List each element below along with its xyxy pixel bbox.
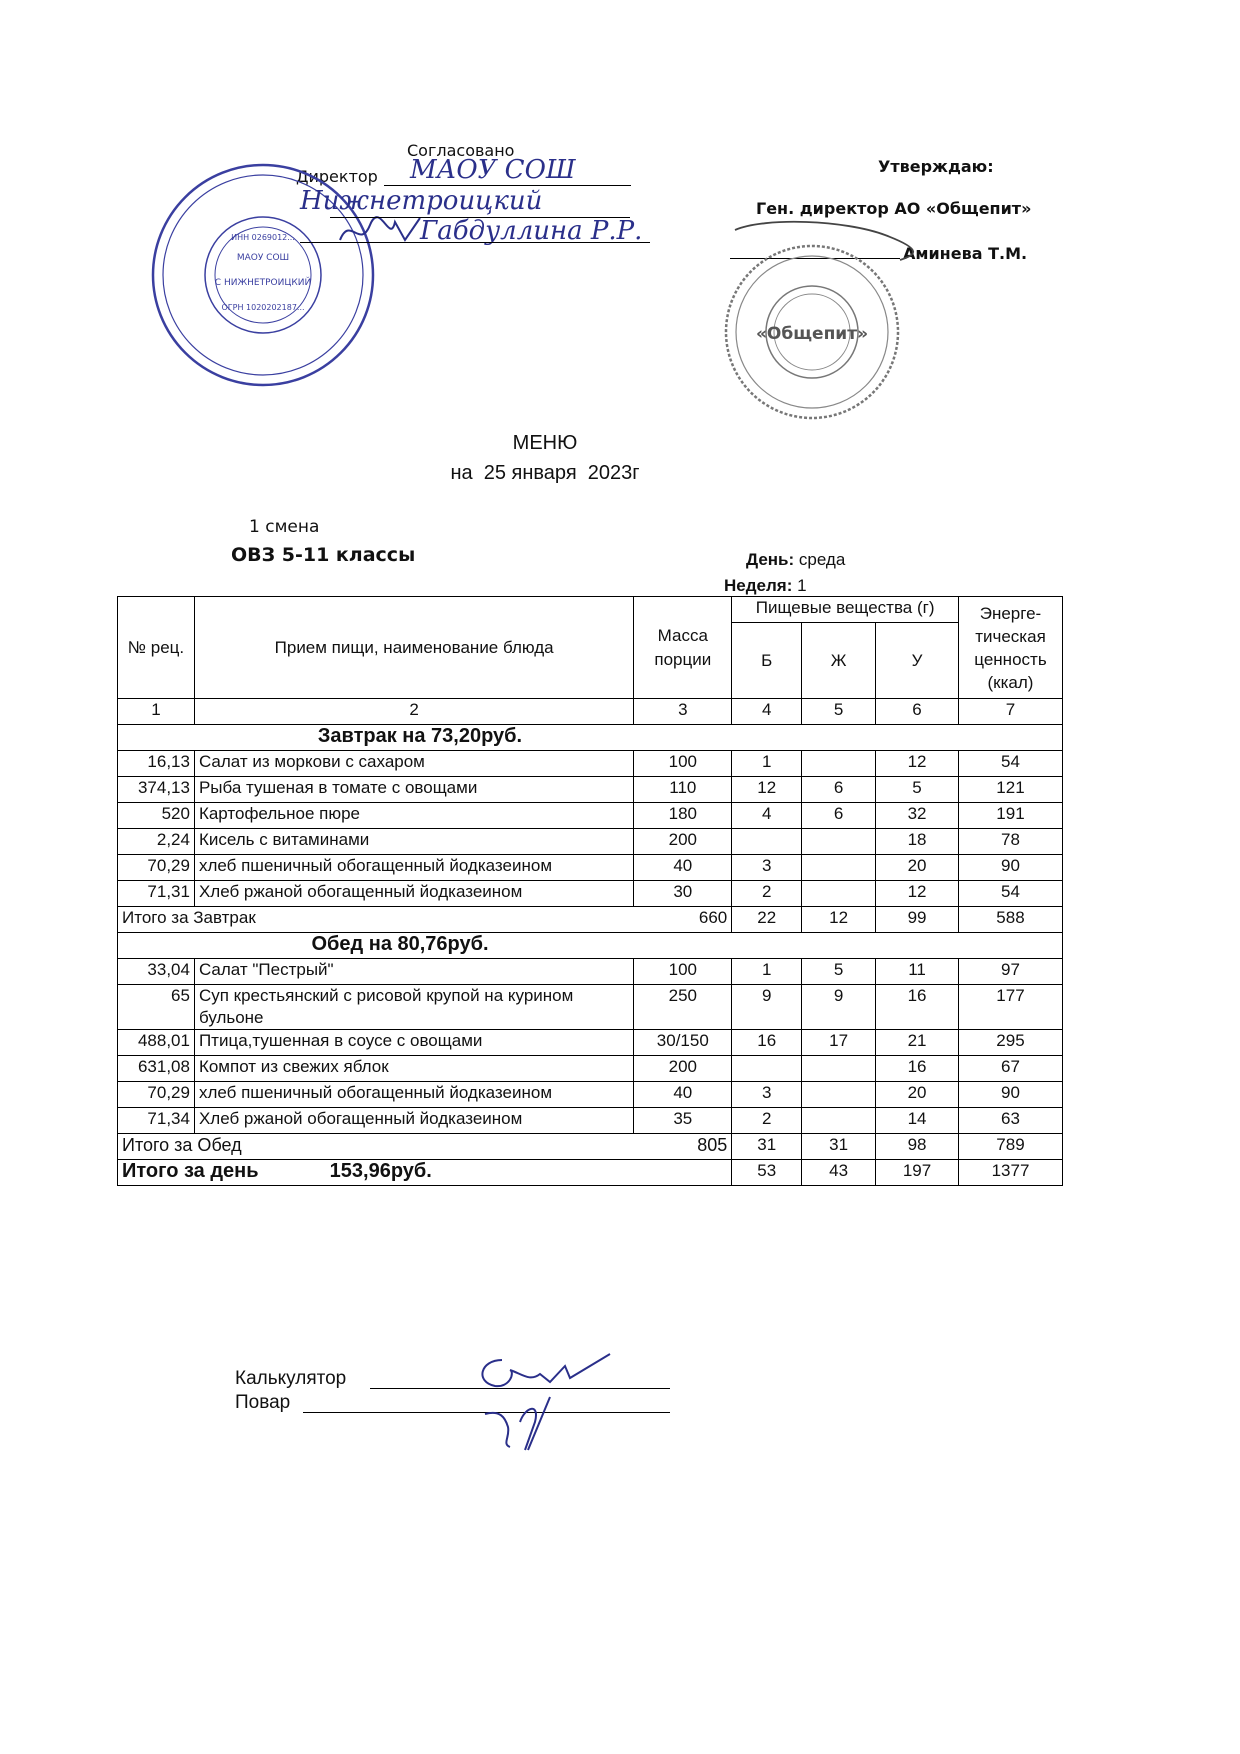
day-total-cell: [118, 1160, 732, 1186]
dish-name: Птица,тушенная в соусе с овощами: [194, 1030, 633, 1056]
calculator-signature: [470, 1352, 620, 1394]
director-line-3: [300, 242, 650, 243]
dish-name: хлеб пшеничный обогащенный йодказеином: [194, 855, 633, 881]
breakfast-total-b: 22: [732, 907, 802, 933]
energy-value: 295: [958, 1030, 1062, 1056]
dish-name: Салат "Пестрый": [194, 959, 633, 985]
breakfast-total-mass: 660: [634, 907, 732, 933]
col-header-b: Б: [732, 623, 802, 699]
day-total-row: [118, 1160, 1063, 1186]
breakfast-total-label: Итого за Завтрак: [118, 907, 634, 933]
table-row: [118, 881, 1063, 907]
table-row: [118, 1082, 1063, 1108]
carbs-value: 11: [876, 959, 959, 985]
week-label: Неделя:: [724, 576, 793, 595]
table-row: [118, 1030, 1063, 1056]
dish-name: Хлеб ржаной обогащенный йодказеином: [194, 1108, 633, 1134]
gen-director-name: Аминева Т.М.: [903, 244, 1028, 263]
table-row: [118, 855, 1063, 881]
fat-value: 6: [802, 777, 876, 803]
table-row: [118, 777, 1063, 803]
dish-name: Суп крестьянский с рисовой крупой на курином бульоне: [194, 985, 633, 1030]
gen-director-label: Ген. директор АО «Общепит»: [756, 199, 1032, 218]
lunch-total-u: 98: [876, 1134, 959, 1160]
lunch-total-kcal: 789: [958, 1134, 1062, 1160]
portion-mass: 200: [634, 829, 732, 855]
fat-value: [802, 855, 876, 881]
dish-name: Салат из моркови с сахаром: [194, 751, 633, 777]
day-label: День:: [746, 550, 795, 569]
section-row-lunch: [118, 933, 1063, 959]
col-num-7: 7: [958, 699, 1062, 725]
portion-mass: 100: [634, 959, 732, 985]
week-info: [724, 576, 807, 596]
protein-value: [732, 829, 802, 855]
cook-signature: [480, 1392, 570, 1452]
protein-value: 16: [732, 1030, 802, 1056]
recipe-number: 71,31: [118, 881, 195, 907]
energy-value: 191: [958, 803, 1062, 829]
stamp-line-3: ИНН 0269012...: [231, 233, 295, 242]
protein-value: [732, 1056, 802, 1082]
recipe-number: 374,13: [118, 777, 195, 803]
lunch-total-row: [118, 1134, 1063, 1160]
column-number-row: [118, 699, 1063, 725]
recipe-number: 33,04: [118, 959, 195, 985]
carbs-value: 18: [876, 829, 959, 855]
col-header-num: № рец.: [118, 597, 195, 699]
breakfast-total-zh: 12: [802, 907, 876, 933]
fat-value: [802, 1056, 876, 1082]
carbs-value: 16: [876, 1056, 959, 1082]
menu-table: [117, 596, 1063, 1186]
fat-value: [802, 829, 876, 855]
gen-director-signature: [725, 215, 925, 265]
energy-value: 97: [958, 959, 1062, 985]
menu-title: МЕНЮ: [512, 432, 578, 454]
energy-value: 67: [958, 1056, 1062, 1082]
day-total-label: Итого за день: [122, 1160, 259, 1182]
company-stamp: [712, 240, 912, 420]
col-num-6: 6: [876, 699, 959, 725]
table-row: [118, 1108, 1063, 1134]
fat-value: 6: [802, 803, 876, 829]
recipe-number: 631,08: [118, 1056, 195, 1082]
lunch-total-label: Итого за Обед: [118, 1134, 634, 1160]
portion-mass: 40: [634, 1082, 732, 1108]
day-info: [746, 550, 845, 570]
protein-value: 12: [732, 777, 802, 803]
menu-date: на 25 января 2023г: [450, 462, 640, 484]
portion-mass: 40: [634, 855, 732, 881]
day-total-kcal: 1377: [958, 1160, 1062, 1186]
protein-value: 3: [732, 1082, 802, 1108]
protein-value: 2: [732, 1108, 802, 1134]
week-value: 1: [797, 576, 807, 595]
col-num-4: 4: [732, 699, 802, 725]
col-header-zh: Ж: [802, 623, 876, 699]
fat-value: 5: [802, 959, 876, 985]
recipe-number: 70,29: [118, 855, 195, 881]
dish-name: Картофельное пюре: [194, 803, 633, 829]
col-num-1: 1: [118, 699, 195, 725]
lunch-total-zh: 31: [802, 1134, 876, 1160]
portion-mass: 100: [634, 751, 732, 777]
recipe-number: 65: [118, 985, 195, 1030]
protein-value: 4: [732, 803, 802, 829]
fat-value: [802, 1082, 876, 1108]
day-total-u: 197: [876, 1160, 959, 1186]
director-line-2: [330, 217, 630, 218]
table-row: [118, 1056, 1063, 1082]
cook-sign: [235, 1392, 290, 1414]
recipe-number: 2,24: [118, 829, 195, 855]
day-total-b: 53: [732, 1160, 802, 1186]
energy-value: 121: [958, 777, 1062, 803]
portion-mass: 180: [634, 803, 732, 829]
col-num-5: 5: [802, 699, 876, 725]
breakfast-total-row: [118, 907, 1063, 933]
fat-value: [802, 751, 876, 777]
portion-mass: 35: [634, 1108, 732, 1134]
col-header-u: У: [876, 623, 959, 699]
breakfast-rows: [118, 751, 1063, 907]
fat-value: 9: [802, 985, 876, 1030]
fat-value: [802, 1108, 876, 1134]
handwriting-line-1: МАОУ СОШ: [410, 155, 576, 185]
col-header-dish: Прием пищи, наименование блюда: [194, 597, 633, 699]
protein-value: 9: [732, 985, 802, 1030]
agreed-label: Согласовано: [407, 141, 515, 160]
dish-name: Компот из свежих яблок: [194, 1056, 633, 1082]
stamp-line-4: ОГРН 1020202187...: [221, 303, 305, 312]
portion-mass: 250: [634, 985, 732, 1030]
stamp-line-1: МАОУ СОШ: [236, 253, 290, 263]
col-header-energy: Энерге-тическая ценность (ккал): [958, 597, 1062, 699]
energy-value: 90: [958, 855, 1062, 881]
shift-label: 1 смена: [249, 517, 320, 537]
col-header-nutrients: Пищевые вещества (г): [732, 597, 959, 623]
dish-name: Хлеб ржаной обогащенный йодказеином: [194, 881, 633, 907]
fat-value: 17: [802, 1030, 876, 1056]
energy-value: 63: [958, 1108, 1062, 1134]
dish-name: Рыба тушеная в томате с овощами: [194, 777, 633, 803]
carbs-value: 21: [876, 1030, 959, 1056]
calculator-sign: [235, 1368, 346, 1390]
carbs-value: 20: [876, 855, 959, 881]
carbs-value: 14: [876, 1108, 959, 1134]
carbs-value: 12: [876, 881, 959, 907]
approve-label: Утверждаю:: [878, 157, 994, 176]
handwriting-line-3: Габдуллина Р.Р.: [420, 216, 643, 246]
col-num-3: 3: [634, 699, 732, 725]
group-label: ОВЗ 5-11 классы: [231, 544, 416, 566]
recipe-number: 71,34: [118, 1108, 195, 1134]
stamp-company-name: «Общепит»: [755, 324, 869, 344]
fat-value: [802, 881, 876, 907]
carbs-value: 20: [876, 1082, 959, 1108]
energy-value: 177: [958, 985, 1062, 1030]
portion-mass: 30: [634, 881, 732, 907]
lunch-rows: [118, 959, 1063, 1134]
protein-value: 1: [732, 959, 802, 985]
carbs-value: 12: [876, 751, 959, 777]
carbs-value: 5: [876, 777, 959, 803]
recipe-number: 16,13: [118, 751, 195, 777]
energy-value: 54: [958, 881, 1062, 907]
lunch-title: Обед на 80,76руб.: [118, 933, 1063, 959]
breakfast-total-u: 99: [876, 907, 959, 933]
day-total-zh: 43: [802, 1160, 876, 1186]
breakfast-total-kcal: 588: [958, 907, 1062, 933]
col-num-2: 2: [194, 699, 633, 725]
stamp-line-2: С НИЖНЕТРОИЦКИЙ: [214, 278, 312, 288]
lunch-total-b: 31: [732, 1134, 802, 1160]
protein-value: 3: [732, 855, 802, 881]
cook-label: Повар: [235, 1392, 291, 1413]
table-row: [118, 829, 1063, 855]
calculator-label: Калькулятор: [235, 1368, 347, 1389]
table-row: [118, 803, 1063, 829]
recipe-number: 70,29: [118, 1082, 195, 1108]
header-row-1: [118, 597, 1063, 623]
carbs-value: 16: [876, 985, 959, 1030]
breakfast-title: Завтрак на 73,20руб.: [118, 725, 1063, 751]
energy-value: 78: [958, 829, 1062, 855]
protein-value: 2: [732, 881, 802, 907]
section-row-breakfast: [118, 725, 1063, 751]
energy-value: 54: [958, 751, 1062, 777]
recipe-number: 488,01: [118, 1030, 195, 1056]
energy-value: 90: [958, 1082, 1062, 1108]
portion-mass: 110: [634, 777, 732, 803]
lunch-total-mass: 805: [634, 1134, 732, 1160]
recipe-number: 520: [118, 803, 195, 829]
dish-name: хлеб пшеничный обогащенный йодказеином: [194, 1082, 633, 1108]
handwriting-line-2: Нижнетроицкий: [300, 186, 543, 216]
protein-value: 1: [732, 751, 802, 777]
table-row: [118, 959, 1063, 985]
carbs-value: 32: [876, 803, 959, 829]
col-header-mass: Масса порции: [634, 597, 732, 699]
table-row: [118, 751, 1063, 777]
table-row: [118, 985, 1063, 1030]
portion-mass: 30/150: [634, 1030, 732, 1056]
day-value: среда: [798, 550, 846, 569]
portion-mass: 200: [634, 1056, 732, 1082]
dish-name: Кисель с витаминами: [194, 829, 633, 855]
director-role: Директор: [296, 167, 378, 186]
day-total-price: 153,96руб.: [329, 1160, 432, 1182]
